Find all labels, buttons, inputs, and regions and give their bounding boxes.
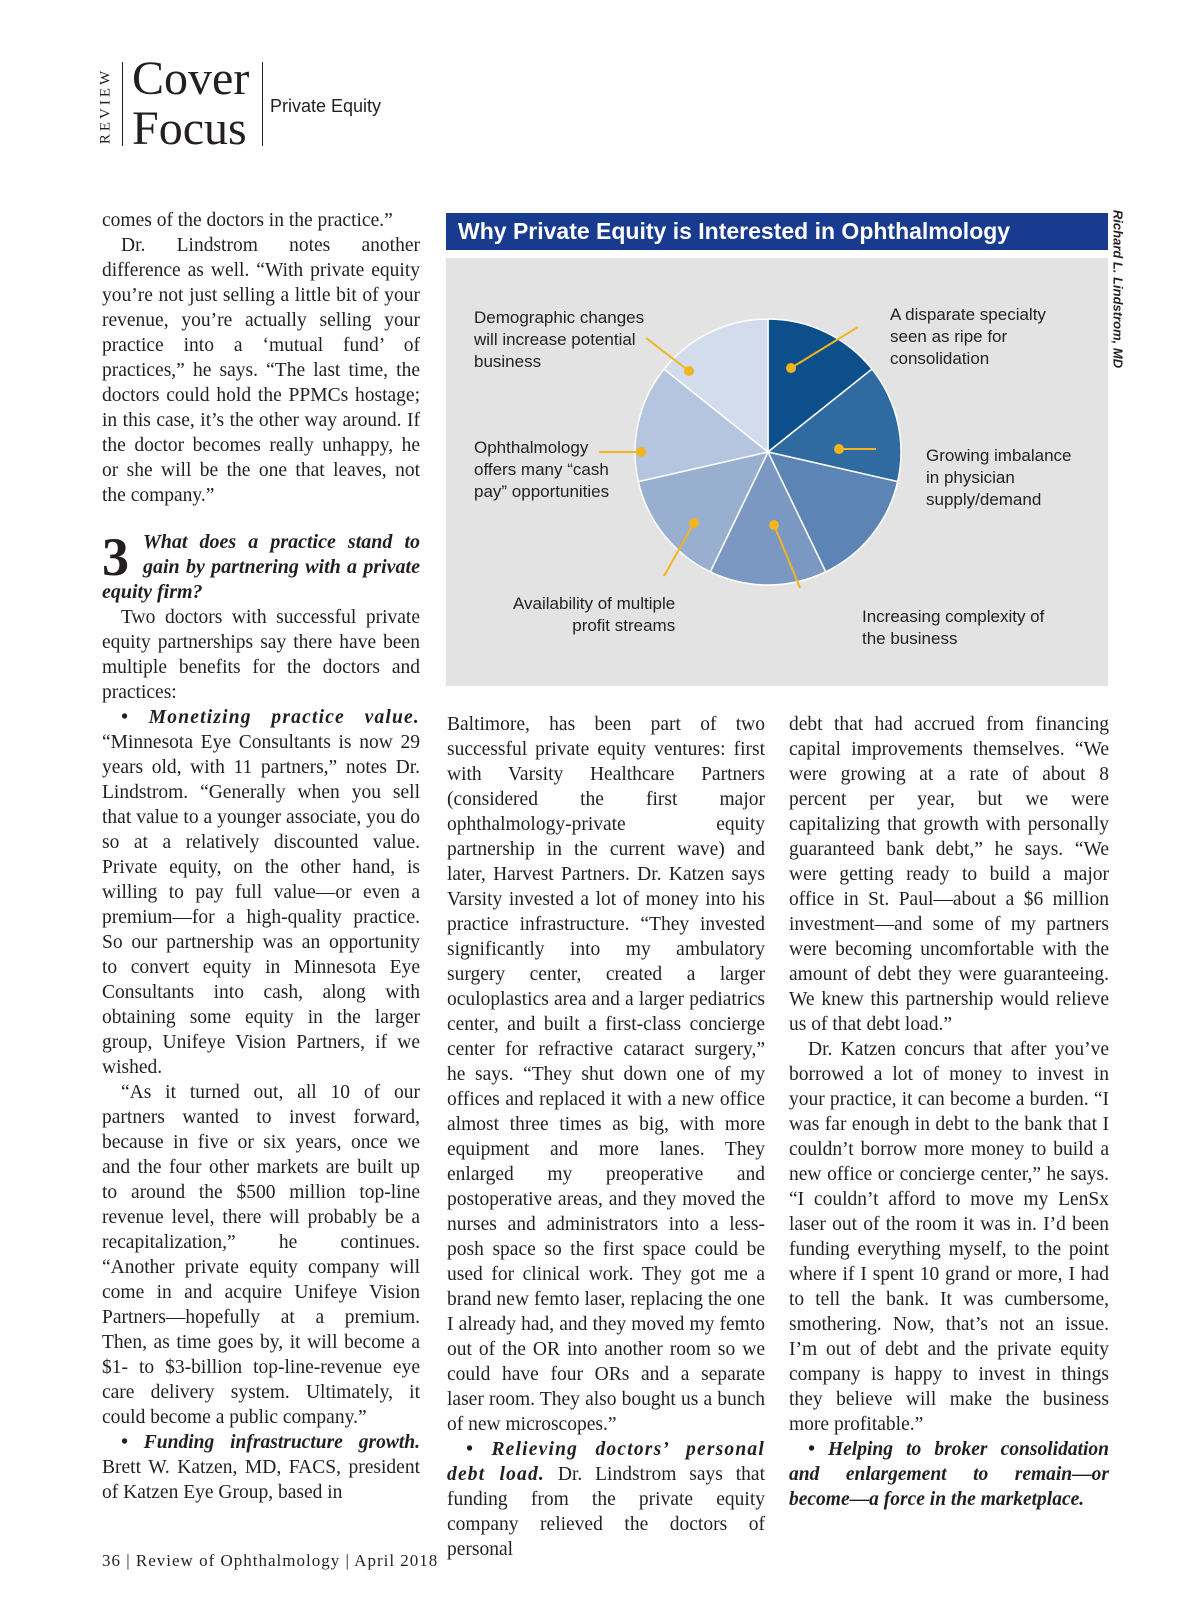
label-profit-streams: Availability of multiple profit streams bbox=[513, 594, 676, 635]
label-imbalance: Growing imbalance in physician supply/demand bbox=[926, 446, 1072, 509]
page-footer: 36 | Review of Ophthalmology | April 2018 bbox=[102, 1551, 439, 1570]
header-divider bbox=[122, 62, 123, 146]
label-complexity: Increasing complexity of the business bbox=[862, 607, 1045, 648]
photo-credit: Richard L. Lindstrom, MD bbox=[1110, 209, 1126, 369]
label-disparate: A disparate specialty seen as ripe for consolidation bbox=[890, 305, 1046, 368]
bullet-lead: • Helping to broker consolidation and enlargement to remain—or become—a force in the marketplace. bbox=[789, 1439, 1109, 1510]
bullet-lead: • Monetizing practice value. bbox=[121, 707, 420, 728]
paragraph: debt that had accrued from financing capital improvements themselves. “We were growing at a rate of about 8 percent per year, but we were capitalizing that growth with personally guaranteed bank debt,” he says. “We were getting ready to build a major office in St. Paul—about a $6 million investment—and some of my partners were becoming uncomfortable with the amount of debt they were guaranteeing. We knew this partnership would relieve us of that debt load.” bbox=[789, 714, 1109, 1035]
topic-label: Private Equity bbox=[270, 96, 382, 116]
label-demographic: Demographic changes will increase potential business bbox=[474, 308, 645, 371]
article-column-3 bbox=[789, 712, 1109, 1512]
leader-dot bbox=[685, 367, 693, 375]
bullet-paragraph bbox=[789, 1437, 1109, 1512]
paragraph: Dr. Lindstrom notes another difference as well. “With private equity you’re not just selling a little bit of your revenue, you’re actually selling your practice into a ‘mutual fund’ of practices,” he says. “The last time, the doctors could hold the PPMCs hostage; in this case, it’s the other way around. If the doctor becomes really unhappy, he or she will be the one that leaves, not the company.” bbox=[102, 235, 420, 506]
bullet-paragraph: • Monetizing practice value. “Minnesota Eye Consultants is now 29 years old, with 11 partners,” notes Dr. Lindstrom. “Generally when you sell that value to a younger associate, you do so at a relatively discounted value. Private equity, on the other hand, is willing to pay full value—or even a premium—for a high-quality practice. So our partnership was an opportunity to convert equity in Minnesota Eye Consultants into cash, along with obtaining some equity in the larger group, Unifeye Vision Partners, if we wished. bbox=[102, 707, 420, 1078]
leader-dot bbox=[835, 445, 843, 453]
leader-dot bbox=[690, 519, 698, 527]
leader-dot bbox=[770, 521, 778, 529]
section-title: Cover Focus bbox=[132, 52, 250, 155]
leader-dot bbox=[787, 364, 795, 372]
bullet-lead: • Relieving doctors’ personal debt load. bbox=[447, 1439, 765, 1485]
bullet-paragraph: • Relieving doctors’ personal debt load. Dr. Lindstrom says that funding from the private equity company relieved the doctors of personal bbox=[447, 1439, 765, 1560]
bullet-paragraph: • Funding infrastructure growth. Brett W. Katzen, MD, FACS, president of Katzen Eye Group, based in bbox=[102, 1432, 420, 1503]
label-cash-pay: Ophthalmology offers many “cash pay” opportunities bbox=[474, 438, 610, 501]
header-divider bbox=[262, 62, 263, 146]
bullet-lead: • Funding infrastructure growth. bbox=[121, 1432, 420, 1453]
paragraph: “As it turned out, all 10 of our partners wanted to invest forward, because in five or six years, once we and the four other markets are built up to around the $500 million top-line revenue level, there will probably be a recapitalization,” he continues. “Another private equity company will come in and acquire Unifeye Vision Partners—hopefully at a premium. Then, as time goes by, it will become a $1- to $3-billion top-line-revenue eye care delivery system. Ultimately, it could become a public company.” bbox=[102, 1082, 420, 1428]
question-number: 3 bbox=[102, 527, 129, 587]
review-label: REVIEW bbox=[97, 67, 114, 145]
question-heading bbox=[102, 527, 420, 605]
paragraph: comes of the doctors in the practice.” bbox=[102, 210, 393, 231]
chart-title: Why Private Equity is Interested in Ophthalmology bbox=[446, 213, 1108, 250]
article-column-2 bbox=[447, 712, 765, 1562]
paragraph: Dr. Katzen concurs that after you’ve borrowed a lot of money to invest in your practice, it can become a burden. “I was far enough in debt to the bank that I couldn’t borrow more money to build a new office or concierge center,” he says. “I couldn’t afford to move my LenSx laser out of the room it was in. I’d been funding everything myself, to the point where if I spent 10 grand or more, I had to tell the bank. It was cumbersome, smothering. Now, that’s not an issue. I’m out of debt and the private equity company is happy to invest in things they believe will make the business more profitable.” bbox=[789, 1039, 1109, 1435]
leader-dot bbox=[637, 448, 645, 456]
article-column-1 bbox=[102, 208, 420, 1505]
paragraph: Two doctors with successful private equity partnerships say there have been multiple benefits for the doctors and practices: bbox=[102, 607, 420, 703]
paragraph: Baltimore, has been part of two successful private equity ventures: first with Varsity Healthcare Partners (considered the first major ophthalmology-private equity partnership in the current wave) and later, Harvest Partners. Dr. Katzen says Varsity invested a lot of money into his practice infrastructure. “They invested significantly into my ambulatory surgery center, created a larger oculoplastics area and a larger pediatrics center, and built a first-class concierge center for refractive cataract surgery,” he says. “They shut down one of my offices and replaced it with a new office almost three times as big, with more equipment and more lanes. They enlarged my preoperative and postoperative areas, and they moved the nurses and administrators into a less-posh space so the first space could be used for clinical work. They got me a brand new femto laser, replacing the one I already had, and they moved my femto out of the OR into another room so we could have four ORs and a separate laser room. They also bought us a bunch of new microscopes.” bbox=[447, 714, 765, 1435]
question-text: What does a practice stand to gain by partnering with a private equity firm? bbox=[102, 531, 420, 603]
